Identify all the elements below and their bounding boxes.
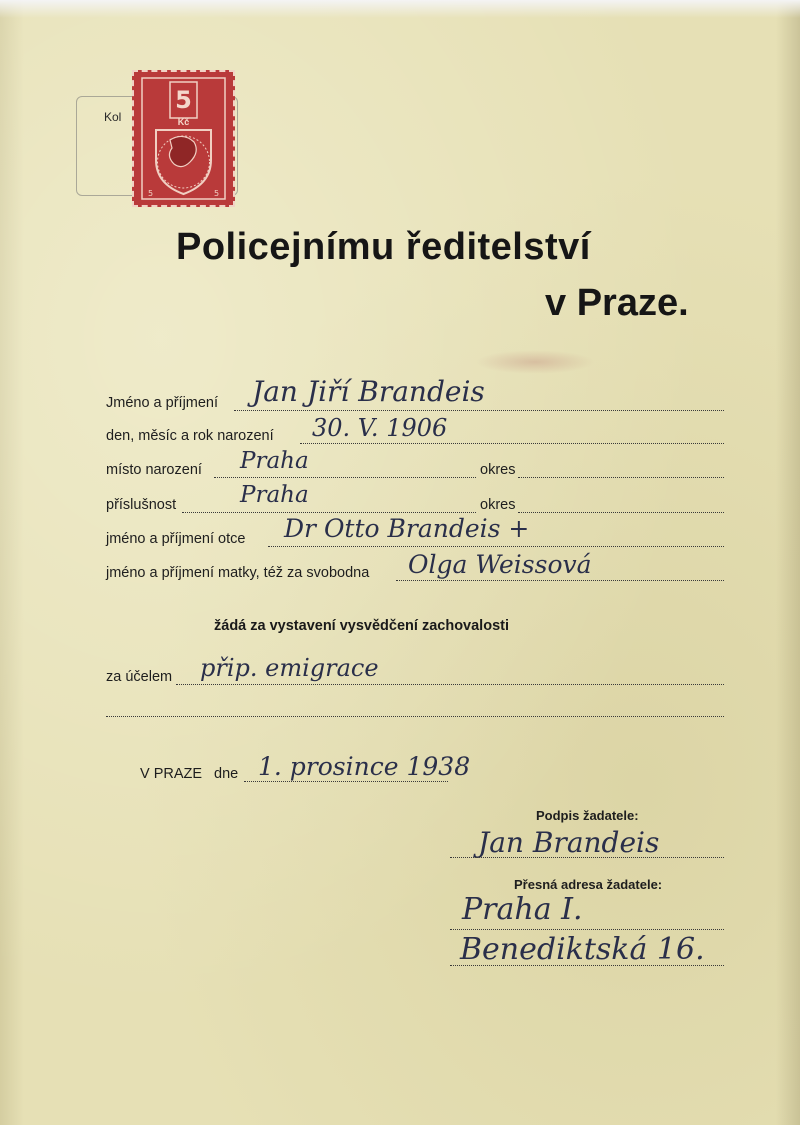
signature-value: Jan Brandeis — [478, 826, 660, 859]
domicile-value: Praha — [240, 482, 309, 508]
birth-date-label: den, měsíc a rok narození — [106, 428, 274, 444]
birth-place-line — [214, 477, 476, 478]
father-line — [268, 546, 724, 547]
address-label: Přesná adresa žadatele: — [514, 877, 663, 892]
purpose-label: za účelem — [106, 669, 173, 685]
birth-place-okres-line — [518, 477, 724, 478]
stamp-unit: Kč — [177, 117, 190, 127]
birth-place-okres-label: okres — [480, 462, 516, 478]
birth-place-value: Praha — [240, 448, 309, 474]
father-value: Dr Otto Brandeis + — [284, 514, 530, 543]
name-line — [234, 410, 724, 411]
signature-label: Podpis žadatele: — [536, 808, 639, 823]
name-label: Jméno a příjmení — [106, 395, 219, 411]
birth-date-line — [300, 443, 724, 444]
revenue-stamp — [132, 70, 235, 207]
address-line1-value: Praha I. — [462, 892, 583, 927]
pencil-mark — [475, 350, 595, 374]
purpose-line — [176, 684, 724, 685]
document-title-line1: Policejnímu ředitelství — [176, 226, 591, 268]
mother-line — [396, 580, 724, 581]
domicile-okres-line — [518, 512, 724, 513]
birth-date-value: 30. V. 1906 — [312, 414, 448, 442]
svg-text:5: 5 — [214, 189, 220, 198]
name-value: Jan Jiří Brandeis — [252, 375, 485, 408]
address-line2-value: Benediktská 16. — [460, 932, 705, 967]
date-line — [244, 781, 448, 782]
document-title-line2: v Praze. — [545, 282, 689, 324]
address-line2 — [450, 965, 724, 966]
address-line1 — [450, 929, 724, 930]
signature-line — [450, 857, 724, 858]
place-label: V PRAZE — [140, 766, 203, 782]
date-value: 1. prosince 1938 — [258, 752, 471, 781]
mother-label: jméno a příjmení matky, též za svobodna — [106, 565, 370, 581]
kolek-label: Kol — [104, 110, 122, 124]
mother-value: Olga Weissová — [408, 550, 592, 579]
dne-label: dne — [214, 766, 239, 782]
svg-text:5: 5 — [148, 189, 154, 198]
birth-place-label: místo narození — [106, 462, 202, 478]
domicile-label: příslušnost — [106, 497, 177, 513]
request-heading: žádá za vystavení vysvědčení zachovalosti — [214, 618, 509, 634]
page-edge — [0, 0, 800, 18]
father-label: jméno a příjmení otce — [106, 531, 246, 547]
purpose-value: přip. emigrace — [200, 654, 379, 682]
stamp-value: 5 — [175, 86, 192, 114]
domicile-line — [182, 512, 476, 513]
purpose-extra-line — [106, 716, 724, 717]
domicile-okres-label: okres — [480, 497, 516, 513]
